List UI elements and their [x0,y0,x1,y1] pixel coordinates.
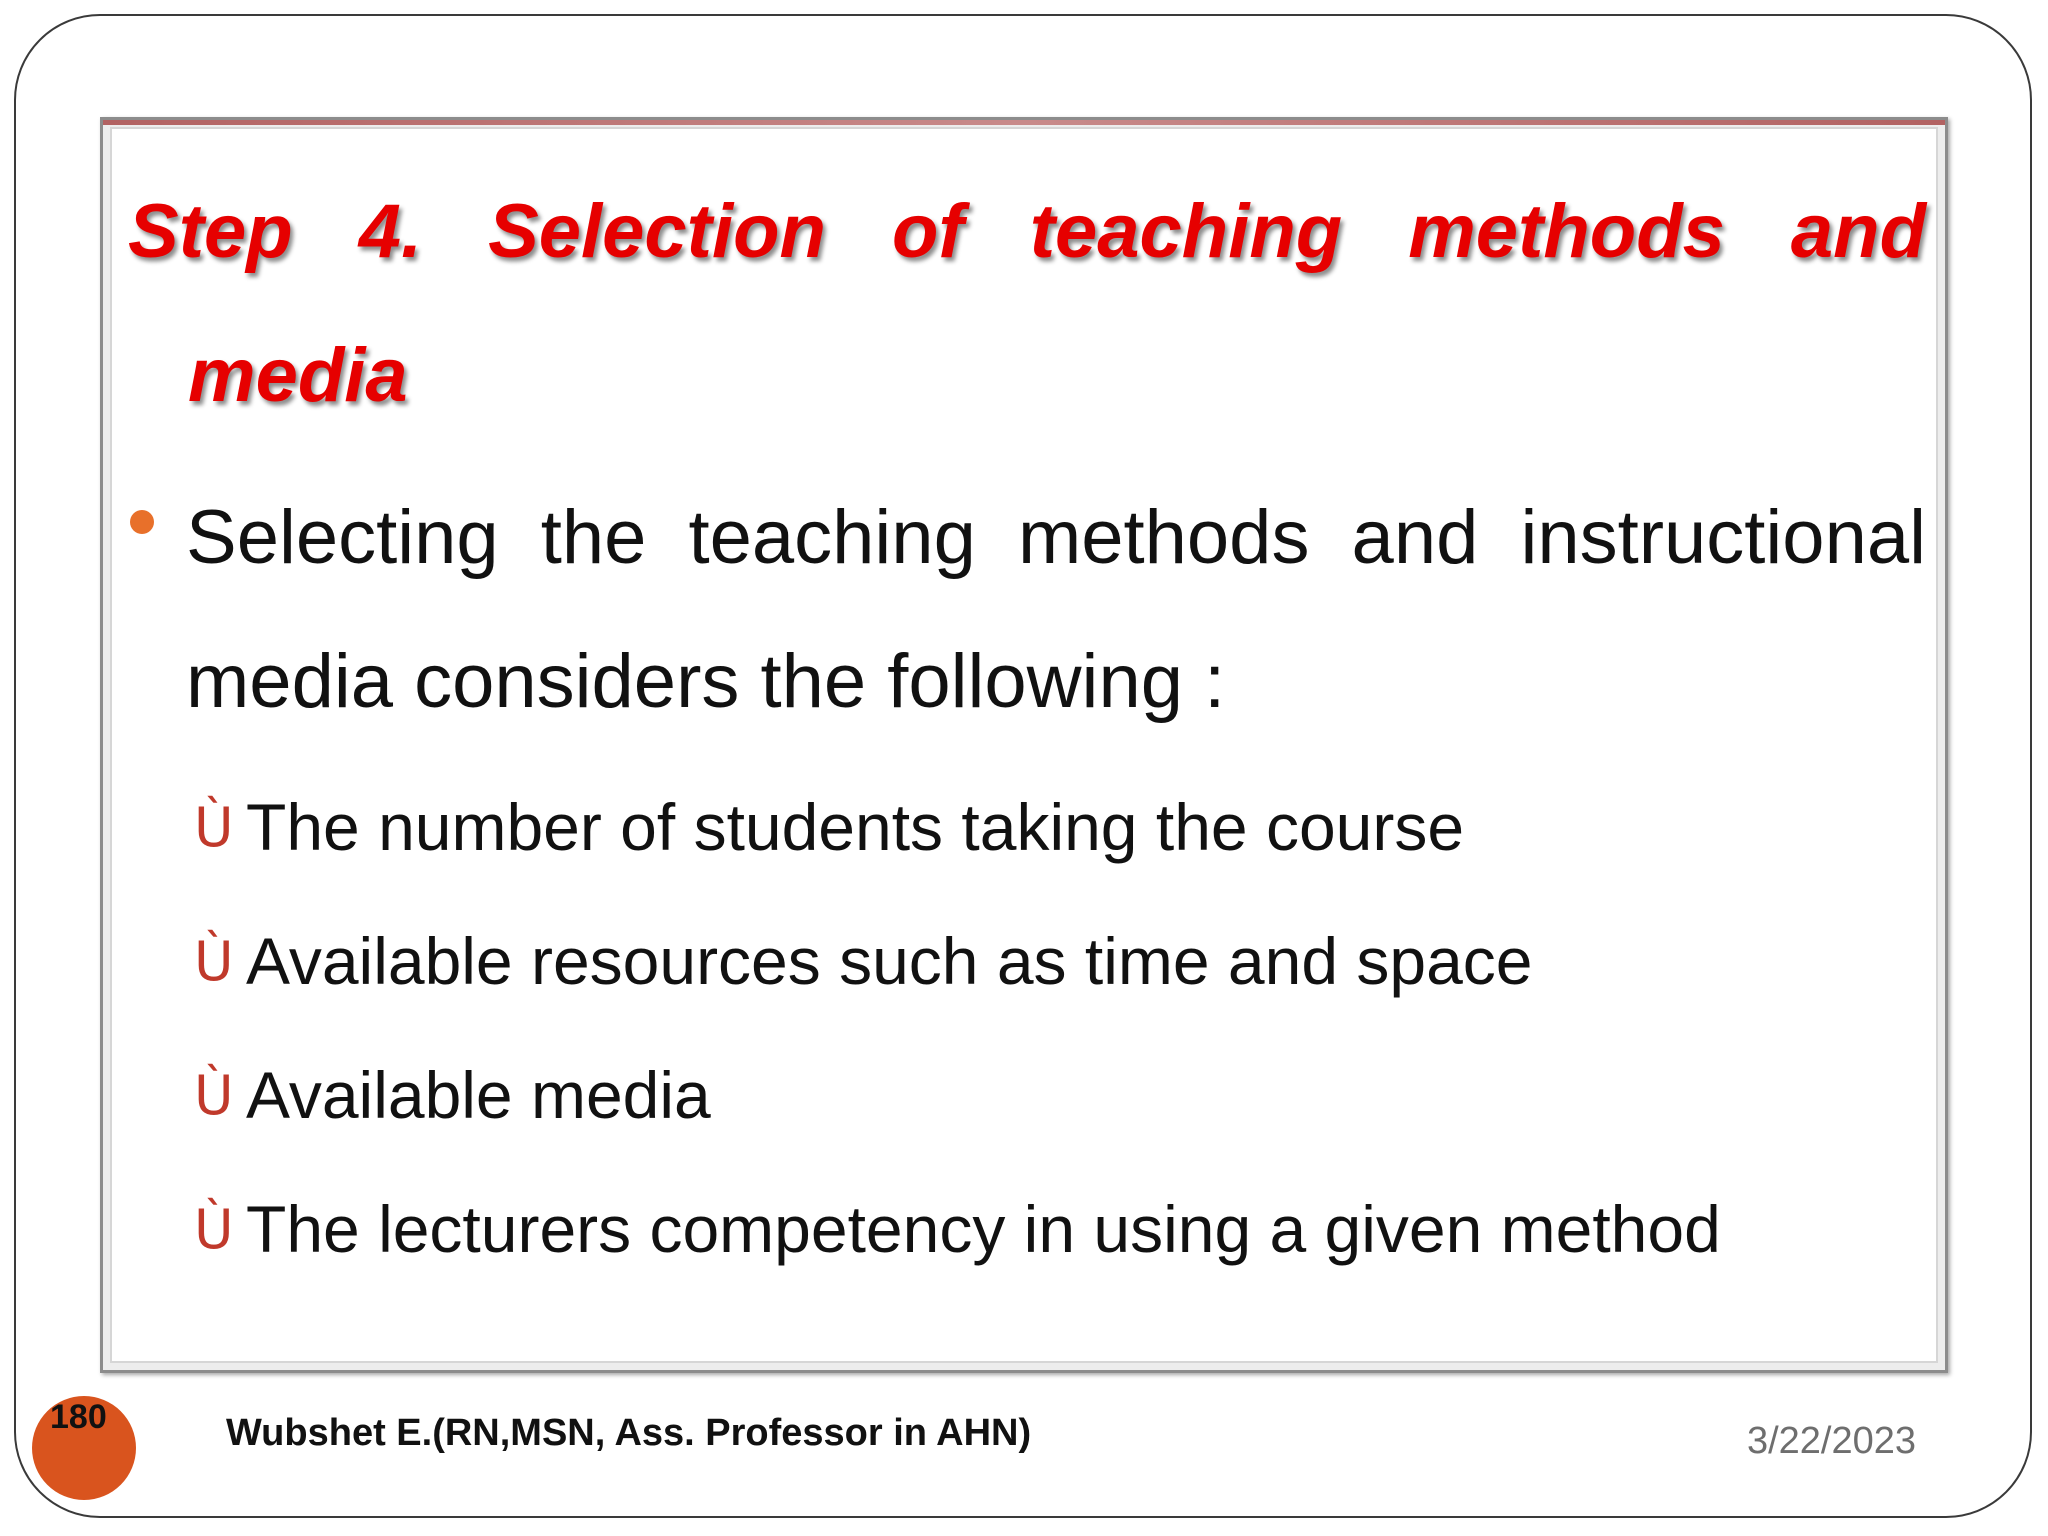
slide-title-line-1: Step 4. Selection of teaching methods and [128,189,1926,274]
page-number: 180 [50,1398,107,1436]
sub-bullet-marker-icon: Ù [194,929,234,993]
main-bullet [130,466,1926,754]
sub-bullet-text: The lecturers competency in using a given method [246,1192,1721,1266]
footer-date: 3/22/2023 [1746,1420,1916,1462]
main-bullet-line-2: media considers the following : [186,639,1226,724]
sub-bullet-list [194,760,1894,1296]
bullet-dot-icon [130,510,154,534]
sub-bullet-text: Available resources such as time and space [246,924,1533,998]
slide-title-line-2: media [188,333,408,418]
sub-bullet-item [194,894,1894,1028]
slide-title [128,160,1926,448]
sub-bullet-text: The number of students taking the course [246,790,1465,864]
sub-bullet-marker-icon: Ù [194,795,234,859]
sub-bullet-item [194,760,1894,894]
sub-bullet-item [194,1028,1894,1162]
main-bullet-line-1: Selecting the teaching methods and instructional [186,495,1926,580]
footer-author: Wubshet E.(RN,MSN, Ass. Professor in AHN) [226,1412,1032,1454]
sub-bullet-marker-icon: Ù [194,1063,234,1127]
sub-bullet-text: Available media [246,1058,711,1132]
sub-bullet-marker-icon: Ù [194,1197,234,1261]
sub-bullet-item [194,1162,1894,1296]
main-bullet-text [186,466,1926,754]
